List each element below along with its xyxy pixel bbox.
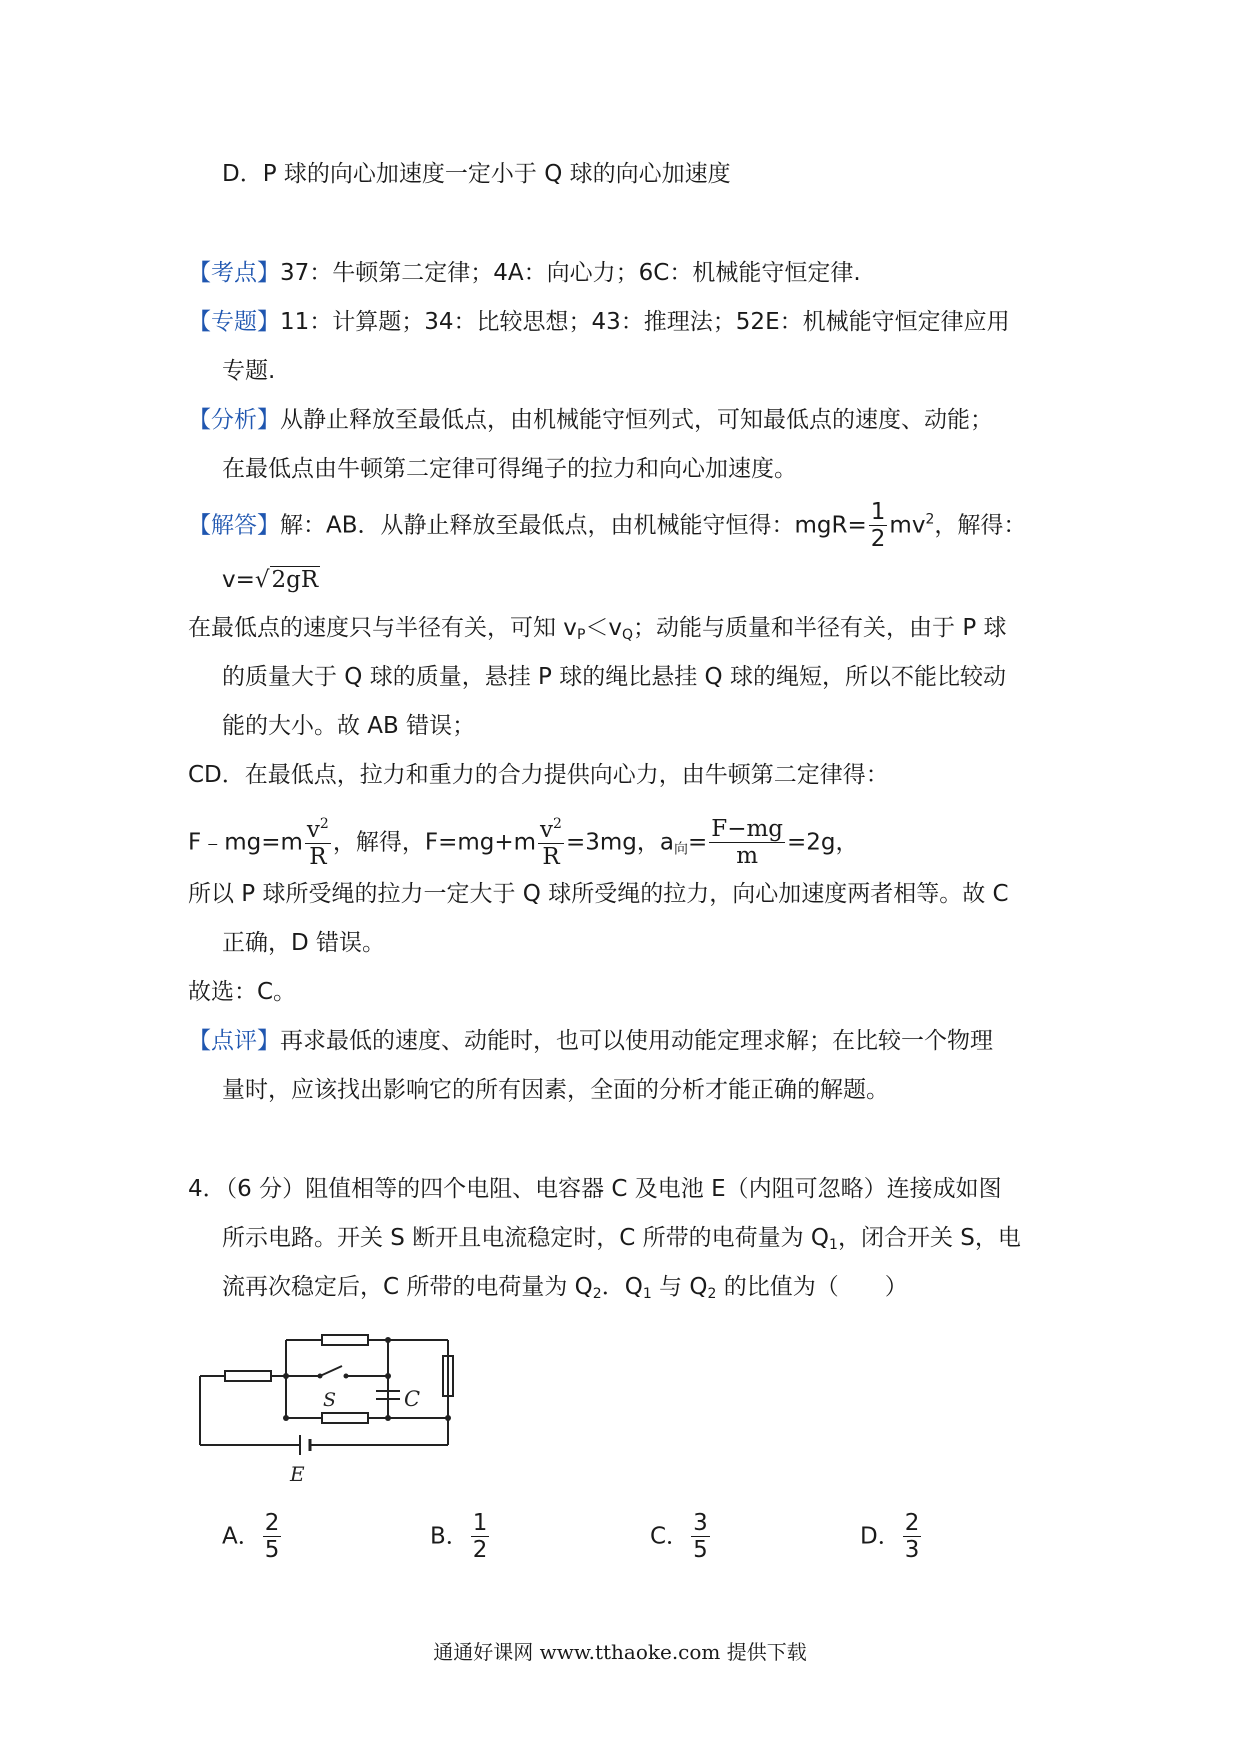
q4-l3a: 流再次稳定后，C 所带的电荷量为 Q — [222, 1274, 593, 1300]
frac3-den: m — [736, 843, 759, 869]
half-den: 2 — [870, 526, 886, 552]
force-equation: F﹣mg=m $\frac{v^2}{R}$ ，解得，F=mg+m $\frac{v^2}{R}$ =3mg，$a_向=$ $\frac{F-mg}{m}$ =2g， — [188, 816, 859, 870]
jieda-line-9: 正确，D 错误。 — [222, 930, 386, 956]
jieda-line-4: 的质量大于 Q 球的质量，悬挂 P 球的绳比悬挂 Q 球的绳短，所以不能比较动 — [222, 664, 1006, 690]
v2-over-r-1: $\frac{v^2}{R}$ — [306, 816, 329, 870]
frac1-r: R — [309, 844, 327, 870]
v2-over-r-2: $\frac{v^2}{R}$ — [540, 816, 562, 870]
frac1-v: v — [306, 817, 320, 843]
q4-l3c: 与 Q — [651, 1274, 708, 1300]
zhuanti-text-cont: 专题. — [222, 358, 276, 384]
option-a-letter: A． — [222, 1523, 261, 1550]
frac2-r: R — [542, 844, 560, 870]
option-c-fraction — [691, 1512, 710, 1562]
sub-p: P — [576, 627, 586, 643]
jieda-text-b: mv — [889, 512, 926, 539]
l3c: ；动能与质量和半径有关，由于 P 球 — [633, 615, 1007, 641]
option-b-num: 1 — [472, 1510, 488, 1536]
q4-l3b: ．Q — [601, 1274, 643, 1300]
f2: ，解得，F=mg+m — [332, 829, 537, 856]
sub-1b: 1 — [642, 1286, 652, 1302]
option-d-den: 3 — [904, 1537, 920, 1563]
half-num: 1 — [870, 499, 886, 525]
fenxi-tag: 【分析】 — [188, 407, 280, 433]
fenxi-text: 从静止释放至最低点，由机械能守恒列式，可知最低点的速度、动能； — [280, 407, 993, 433]
jieda-line-6: CD．在最低点，拉力和重力的合力提供向心力，由牛顿第二定律得： — [188, 762, 889, 788]
half-fraction — [869, 501, 888, 551]
jieda-line-1 — [188, 501, 1026, 551]
q4-l3d: 的比值为（ ） — [716, 1274, 908, 1300]
option-c-den: 5 — [693, 1537, 708, 1563]
kaodian-text: 37：牛顿第二定律；4A：向心力；6C：机械能守恒定律. — [280, 260, 861, 286]
label-c: C — [404, 1387, 421, 1411]
dianping-text: 再求最低的速度、动能时，也可以使用动能定理求解；在比较一个物理 — [280, 1028, 993, 1054]
resistor-left — [225, 1371, 271, 1381]
jieda-tag: 【解答】 — [188, 512, 280, 539]
q4-l2b: ，闭合开关 S，电 — [837, 1225, 1021, 1251]
option-a-fraction — [263, 1512, 282, 1562]
option-b[interactable] — [430, 1512, 491, 1562]
q4-line-2 — [222, 1221, 1021, 1262]
dianping-section — [188, 1024, 993, 1058]
v-equation — [222, 563, 320, 597]
circuit-diagram — [190, 1320, 480, 1490]
f4: =2g， — [787, 829, 859, 856]
jieda-line-5: 能的大小。故 AB 错误； — [222, 713, 476, 739]
page-footer: 通通好课网 www.tthaoke.com 提供下载 — [433, 1640, 807, 1664]
option-c-num: 3 — [693, 1510, 708, 1536]
option-d[interactable] — [860, 1512, 923, 1562]
f-mg-over-m — [709, 818, 785, 868]
f1: F﹣mg=m — [188, 829, 303, 856]
kaodian-tag: 【考点】 — [188, 260, 280, 286]
jieda-text-c: ，解得： — [934, 512, 1027, 539]
dianping-tag: 【点评】 — [188, 1028, 280, 1054]
option-d-letter: D． — [860, 1523, 901, 1550]
switch-s — [320, 1366, 342, 1376]
jieda-line-3 — [188, 611, 1007, 652]
zhuanti-section — [188, 305, 1010, 339]
jieda-line-10: 故选：C。 — [188, 979, 297, 1005]
jieda-text-a: 解：AB．从静止释放至最低点，由机械能守恒得：mgR= — [280, 512, 867, 539]
kaodian-section — [188, 256, 861, 290]
label-s: S — [323, 1389, 337, 1411]
sub-1a: 1 — [829, 1237, 838, 1253]
l3b: ＜v — [585, 615, 623, 641]
sub-xiang: 向 — [673, 841, 688, 858]
fenxi-section — [188, 403, 993, 437]
square-sup: 2 — [925, 511, 935, 528]
option-c[interactable] — [650, 1512, 712, 1562]
option-b-fraction — [471, 1512, 490, 1562]
prev-option-d: D．P 球的向心加速度一定小于 Q 球的向心加速度 — [222, 161, 731, 187]
option-a-num: 2 — [264, 1510, 280, 1536]
zhuanti-text: 11：计算题；34：比较思想；43：推理法；52E：机械能守恒定律应用 — [280, 309, 1010, 335]
resistor-bottom — [322, 1413, 368, 1423]
v-eq-label: v= — [222, 567, 255, 593]
fenxi-text-cont: 在最低点由牛顿第二定律可得绳子的拉力和向心加速度。 — [222, 456, 797, 482]
q4-l2a: 所示电路。开关 S 断开且电流稳定时，C 所带的电荷量为 Q — [222, 1225, 830, 1251]
q4-line-1: 4．（6 分）阻值相等的四个电阻、电容器 C 及电池 E（内阻可忽略）连接成如图 — [188, 1176, 1002, 1202]
l3a: 在最低点的速度只与半径有关，可知 v — [188, 615, 577, 641]
sub-2a: 2 — [592, 1286, 602, 1302]
sub-2b: 2 — [707, 1286, 717, 1302]
f3: =3mg，a — [565, 829, 674, 856]
sub-q: Q — [622, 627, 634, 643]
option-b-den: 2 — [472, 1537, 488, 1563]
option-c-letter: C． — [650, 1523, 690, 1550]
resistor-top — [322, 1335, 368, 1345]
zhuanti-tag: 【专题】 — [188, 309, 280, 335]
frac2-v: v — [540, 817, 554, 843]
sqrt-sign: √ — [254, 567, 270, 593]
label-e: E — [290, 1462, 305, 1486]
option-a-den: 5 — [264, 1537, 280, 1563]
option-d-num: 2 — [904, 1510, 920, 1536]
option-a[interactable] — [222, 1512, 283, 1562]
option-d-fraction — [903, 1512, 922, 1562]
dianping-text-cont: 量时，应该找出影响它的所有因素，全面的分析才能正确的解题。 — [222, 1077, 889, 1103]
q4-line-3 — [222, 1270, 908, 1311]
sqrt-content: 2gR — [271, 567, 319, 593]
option-b-letter: B． — [430, 1523, 469, 1550]
jieda-line-8: 所以 P 球所受绳的拉力一定大于 Q 球所受绳的拉力，向心加速度两者相等。故 C — [188, 881, 1009, 907]
frac3-num: F−mg — [711, 816, 784, 842]
